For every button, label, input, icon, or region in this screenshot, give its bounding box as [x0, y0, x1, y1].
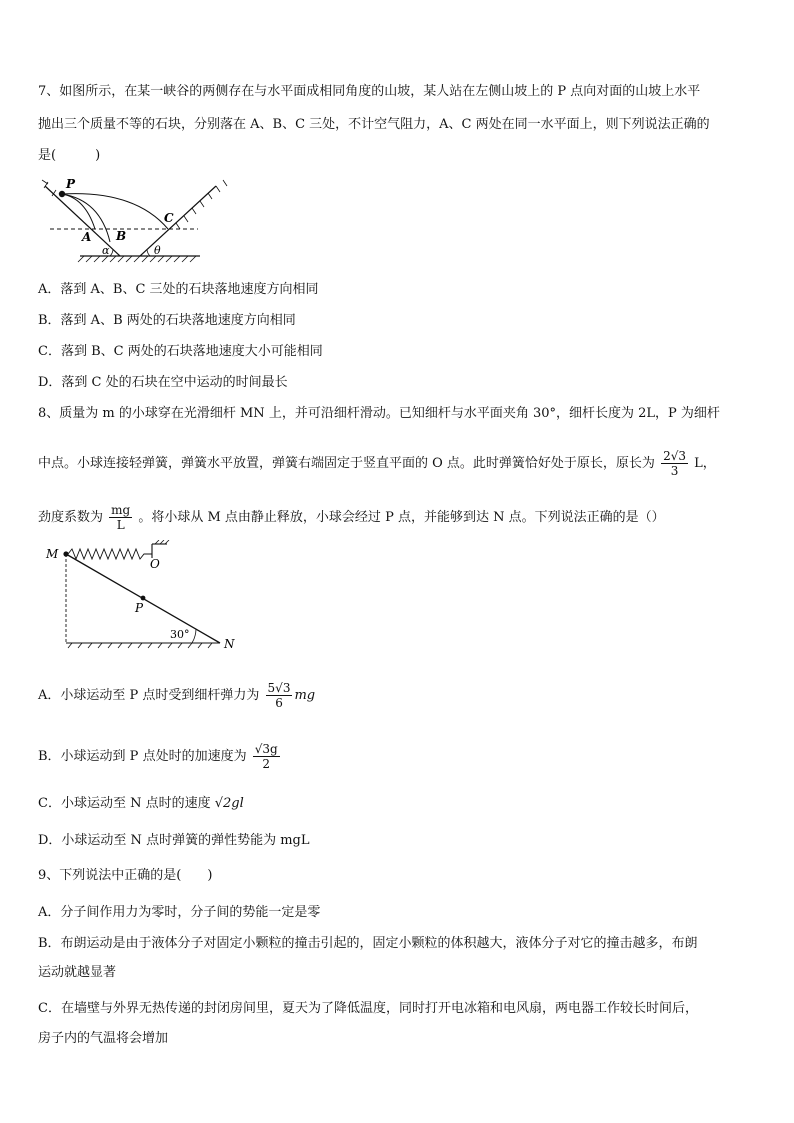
q8-option-a-denominator: 6	[275, 696, 283, 710]
q8-option-a-suffix: mg	[294, 688, 316, 703]
q8-option-a-numerator: 5√3	[267, 681, 291, 695]
q7-label-c: C	[164, 211, 174, 225]
q8-rod-spring-figure	[42, 540, 252, 655]
q7-valley-figure	[40, 178, 240, 268]
q7-option-d: D．落到 C 处的石块在空中运动的时间最长	[38, 375, 288, 390]
q8-length-suffix: L，	[694, 456, 716, 471]
q8-option-d: D．小球运动至 N 点时弹簧的弹性势能为 mgL	[38, 833, 310, 848]
q8-stem-line3-prefix: 劲度系数为	[38, 510, 104, 525]
q7-stem-line3: 是( )	[38, 148, 101, 163]
q8-stiffness-denominator: L	[116, 518, 125, 532]
q8-option-a-text: A．小球运动至 P 点时受到细杆弹力为	[38, 688, 260, 703]
q8-label-n: N	[224, 637, 235, 651]
q8-label-m: M	[46, 547, 59, 561]
q7-label-p: P	[66, 178, 76, 191]
q8-stem-line2	[38, 449, 716, 478]
q7-label-theta: θ	[154, 244, 161, 257]
q9-option-c-line2: 房子内的气温将会增加	[38, 1031, 169, 1046]
q7-option-a: A．落到 A、B、C 三处的石块落地速度方向相同	[38, 282, 319, 297]
q8-option-a	[38, 681, 315, 710]
q8-stiffness-numerator: mg	[111, 503, 131, 517]
q8-option-b-denominator: 2	[262, 757, 271, 771]
q9-option-b-line2: 运动就越显著	[38, 965, 117, 980]
q8-option-b-numerator: √3g	[254, 742, 278, 756]
q8-option-b	[38, 742, 282, 771]
q8-label-o: O	[150, 557, 160, 571]
q8-length-numerator: 2√3	[663, 449, 686, 463]
q8-length-denominator: 3	[670, 464, 679, 478]
q8-option-b-fraction	[253, 742, 280, 771]
q8-option-c	[38, 795, 244, 813]
q8-option-c-text: C．小球运动至 N 点时的速度	[38, 796, 211, 811]
q8-option-a-fraction	[266, 681, 293, 710]
q8-length-fraction	[661, 449, 688, 478]
q7-stem-line1: 7、如图所示，在某一峡谷的两侧存在与水平面成相同角度的山坡，某人站在左侧山坡上的 P 点向对面的山坡上水平	[38, 84, 701, 99]
q7-stem-line2: 抛出三个质量不等的石块，分别落在 A、B、C 三处，不计空气阻力，A、C 两处在同一水平面上，则下列说法正确的	[38, 117, 710, 132]
q8-option-b-text: B．小球运动到 P 点处时的加速度为	[38, 749, 247, 764]
q7-label-alpha: α	[102, 244, 110, 257]
q8-label-angle: 30°	[170, 628, 190, 641]
q8-option-c-expression: √2gl	[214, 796, 244, 811]
q8-stem-line3	[38, 503, 665, 532]
q8-stem-line2-text: 中点。小球连接轻弹簧，弹簧水平放置，弹簧右端固定于竖直平面的 O 点。此时弹簧恰好处于原长，原长为	[38, 456, 655, 471]
q8-stem-line1: 8、质量为 m 的小球穿在光滑细杆 MN 上，并可沿细杆滑动。已知细杆与水平面夹角 30°，细杆长度为 2L，P 为细杆	[38, 406, 720, 421]
q9-option-c-line1: C．在墙壁与外界无热传递的封闭房间里，夏天为了降低温度，同时打开电冰箱和电风扇，两电器工作较长时间后，	[38, 1001, 698, 1016]
q9-stem: 9、下列说法中正确的是( )	[38, 868, 213, 883]
q7-option-b: B．落到 A、B 两处的石块落地速度方向相同	[38, 313, 296, 328]
q7-option-c: C．落到 B、C 两处的石块落地速度大小可能相同	[38, 344, 323, 359]
q8-stem-line3-suffix: 。将小球从 M 点由静止释放，小球会经过 P 点，并能够到达 N 点。下列说法正确的是（）	[138, 510, 665, 525]
q8-stiffness-fraction	[109, 503, 132, 532]
q9-option-b-line1: B．布朗运动是由于液体分子对固定小颗粒的撞击引起的，固定小颗粒的体积越大，液体分子对它的撞击越多，布朗	[38, 936, 698, 951]
q8-label-p: P	[135, 601, 144, 615]
q7-label-b: B	[116, 229, 127, 243]
q9-option-a: A．分子间作用力为零时，分子间的势能一定是零	[38, 905, 321, 920]
q7-label-a: A	[82, 230, 92, 244]
